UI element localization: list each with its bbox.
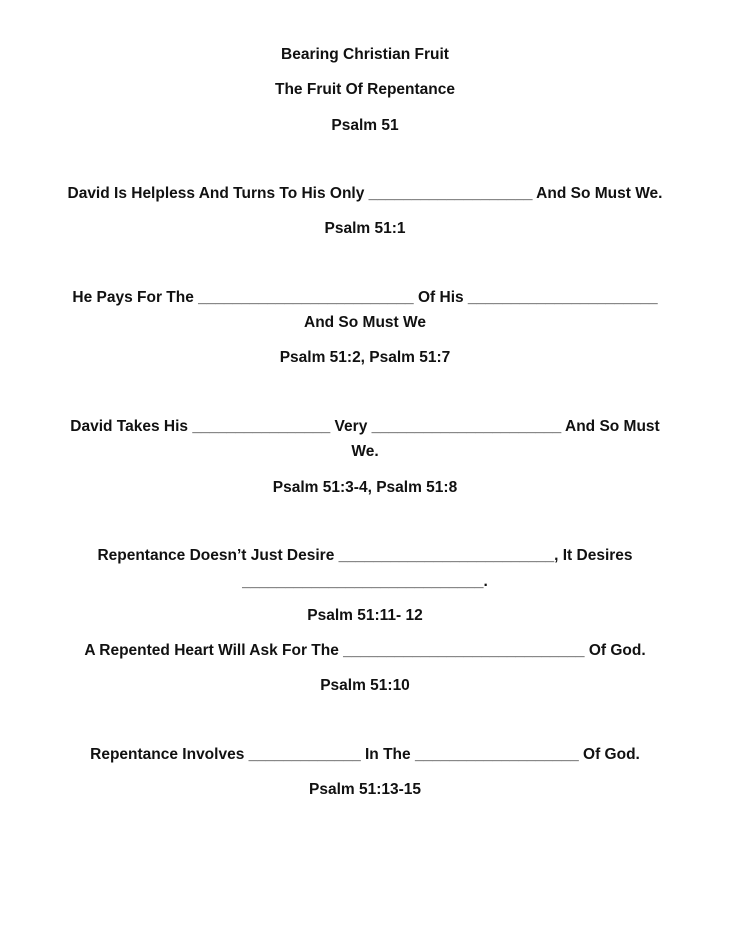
point-4-reference: Psalm 51:11- 12 <box>307 607 423 624</box>
point-3-line-1: David Takes His ________________ Very ______________________ And So Must <box>70 418 660 435</box>
worksheet-title: Bearing Christian Fruit <box>281 46 449 63</box>
point-6-reference: Psalm 51:13-15 <box>308 781 422 798</box>
point-2-reference: Psalm 51:2, Psalm 51:7 <box>279 349 451 366</box>
point-6-line-1: Repentance Involves _____________ In The ___________________ Of God. <box>90 746 640 763</box>
point-3-line-2: We. <box>351 443 379 460</box>
point-5-reference: Psalm 51:10 <box>320 677 410 694</box>
point-4-line-1: Repentance Doesn’t Just Desire _________________________, It Desires <box>97 547 633 564</box>
point-5-line-1: A Repented Heart Will Ask For The ____________________________ Of God. <box>84 642 646 659</box>
point-1-line-1: David Is Helpless And Turns To His Only ___________________ And So Must We. <box>67 185 663 202</box>
worksheet-subtitle: The Fruit Of Repentance <box>275 81 455 98</box>
point-2-line-1: He Pays For The _________________________ Of His ______________________ <box>72 289 658 306</box>
point-3-reference: Psalm 51:3-4, Psalm 51:8 <box>272 479 458 496</box>
point-4-line-2: ____________________________. <box>242 573 488 590</box>
point-2-line-2: And So Must We <box>304 314 426 331</box>
point-1-reference: Psalm 51:1 <box>324 220 406 237</box>
worksheet-passage: Psalm 51 <box>331 117 399 134</box>
